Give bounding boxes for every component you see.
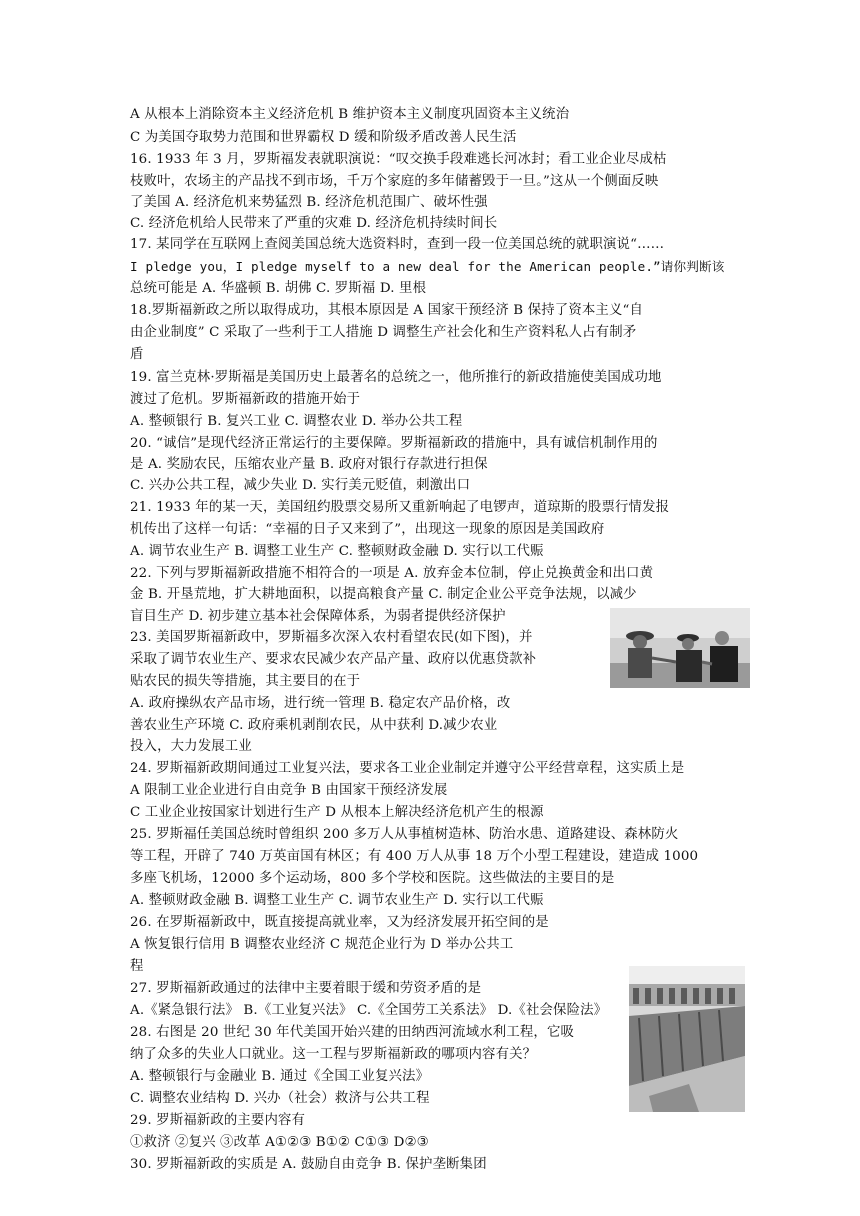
text-line: 纳了众多的失业人口就业。这一工程与罗斯福新政的哪项内容有关？ (130, 1047, 537, 1062)
text-line: C 为美国夺取势力范围和世界霸权 D 缓和阶级矛盾改善人民生活 (130, 130, 517, 145)
question-21-stem: 21. 1933 年的某一天，美国纽约股票交易所又重新响起了电锣声，道琼斯的股票行情发报 (130, 500, 670, 515)
farmers-photo-image (610, 608, 750, 688)
question-20-stem: 20. “诚信”是现代经济正常运行的主要保障。罗斯福新政的措施中，具有诚信机制作用的 (130, 436, 658, 451)
text-line: 采取了调节农业生产、要求农民减少农产品产量、政府以优惠贷款补 (130, 652, 537, 667)
text-line: 枝败叶，农场主的产品找不到市场，千万个家庭的多年储蓄毁于一旦。”这从一个侧面反映 (130, 174, 659, 189)
text-line: C 工业企业按国家计划进行生产 D 从根本上解决经济危机产生的根源 (130, 805, 544, 820)
question-17-stem: 17. 某同学在互联网上查阅美国总统大选资料时，查到一段一位美国总统的就职演说“…… (130, 237, 665, 252)
text-line: 金 B. 开垦荒地，扩大耕地面积，以提高粮食产量 C. 制定企业公平竞争法规，以减少 (130, 587, 637, 602)
text-line: C. 调整农业结构 D. 兴办（社会）救济与公共工程 (130, 1091, 430, 1106)
question-24-stem: 24. 罗斯福新政期间通过工业复兴法，要求各工业企业制定并遵守公平经营章程，这实质上是 (130, 761, 685, 776)
text-line: 机传出了这样一句话：“幸福的日子又来到了”，出现这一现象的原因是美国政府 (130, 522, 605, 537)
text-line: 盾 (130, 347, 144, 362)
text-line: A 恢复银行信用 B 调整农业经济 C 规范企业行为 D 举办公共工 (130, 937, 514, 952)
question-18-stem: 18.罗斯福新政之所以取得成功，其根本原因是 A 国家干预经济 B 保持了资本主义“自 (130, 303, 644, 318)
text-line: 投入，大力发展工业 (130, 739, 252, 754)
text-line: 总统可能是 A. 华盛顿 B. 胡佛 C. 罗斯福 D. 里根 (130, 281, 427, 296)
question-22-stem: 22. 下列与罗斯福新政措施不相符合的一项是 A. 放弃金本位制，停止兑换黄金和出口黄 (130, 566, 654, 581)
farmers-photo (610, 608, 750, 688)
text-line: A. 政府操纵农产品市场，进行统一管理 B. 稳定农产品价格，改 (130, 696, 511, 711)
question-28-stem: 28. 右图是 20 世纪 30 年代美国开始兴建的田纳西河流域水利工程，它吸 (130, 1025, 575, 1040)
text-line: 是 A. 奖励农民，压缩农业产量 B. 政府对银行存款进行担保 (130, 457, 488, 472)
text-line: C. 兴办公共工程，减少失业 D. 实行美元贬值，刺激出口 (130, 478, 471, 493)
text-line: 贴农民的损失等措施，其主要目的在于 (130, 674, 361, 689)
text-line: A 限制工业企业进行自由竞争 B 由国家干预经济发展 (130, 783, 448, 798)
dam-photo (629, 966, 745, 1112)
question-25-stem: 25. 罗斯福任美国总统时曾组织 200 多万人从事植树造林、防治水患、道路建设、森林防火 (130, 827, 679, 842)
text-line: 程 (130, 959, 144, 974)
text-line: 盲目生产 D. 初步建立基本社会保障体系，为弱者提供经济保护 (130, 609, 506, 624)
text-line: A. 整顿银行 B. 复兴工业 C. 调整农业 D. 举办公共工程 (130, 414, 463, 429)
text-line: 多座飞机场，12000 多个运动场，800 多个学校和医院。这些做法的主要目的是 (130, 871, 615, 886)
question-16-stem: 16. 1933 年 3 月，罗斯福发表就职演说：“叹交换手段难逃长河冰封；看工业企业尽成枯 (130, 152, 667, 167)
text-line: 善农业生产环境 C. 政府乘机剥削农民，从中获利 D.减少农业 (130, 718, 498, 733)
question-29-stem: 29. 罗斯福新政的主要内容有 (130, 1113, 306, 1128)
question-19-stem: 19. 富兰克林·罗斯福是美国历史上最著名的总统之一，他所推行的新政措施使美国成功地 (130, 370, 662, 385)
text-line: 了美国 A. 经济危机来势猛烈 B. 经济危机范围广、破坏性强 (130, 195, 488, 210)
text-line: A.《紧急银行法》 B.《工业复兴法》 C.《全国劳工关系法》 D.《社会保险法》 (130, 1003, 608, 1018)
text-line: A. 整顿财政金融 B. 调整工业生产 C. 调节农业生产 D. 实行以工代赈 (130, 893, 544, 908)
text-line: 由企业制度” C 采取了一些利于工人措施 D 调整生产社会化和生产资料私人占有制矛 (130, 325, 637, 340)
dam-photo-image (629, 966, 745, 1112)
text-line: C. 经济危机给人民带来了严重的灾难 D. 经济危机持续时间长 (130, 216, 498, 231)
text-line: A. 整顿银行与金融业 B. 通过《全国工业复兴法》 (130, 1069, 430, 1084)
text-line: 等工程，开辟了 740 万英亩国有林区；有 400 万人从事 18 万个小型工程建设，建造成 1000 (130, 849, 699, 864)
question-27-stem: 27. 罗斯福新政通过的法律中主要着眼于缓和劳资矛盾的是 (130, 981, 482, 996)
question-23-stem: 23. 美国罗斯福新政中，罗斯福多次深入农村看望农民(如下图)，并 (130, 630, 533, 645)
text-line: I pledge you，I pledge myself to a new deal for the American people.”请你判断该 (130, 259, 725, 274)
text-line: A 从根本上消除资本主义经济危机 B 维护资本主义制度巩固资本主义统治 (130, 107, 570, 122)
question-30-stem: 30. 罗斯福新政的实质是 A. 鼓励自由竞争 B. 保护垄断集团 (130, 1157, 487, 1172)
text-line: ①救济 ②复兴 ③改革 A①②③ B①② C①③ D②③ (130, 1135, 429, 1150)
text-line: 渡过了危机。罗斯福新政的措施开始于 (130, 392, 361, 407)
text-line: A. 调节农业生产 B. 调整工业生产 C. 整顿财政金融 D. 实行以工代赈 (130, 544, 544, 559)
question-26-stem: 26. 在罗斯福新政中，既直接提高就业率，又为经济发展开拓空间的是 (130, 915, 549, 930)
